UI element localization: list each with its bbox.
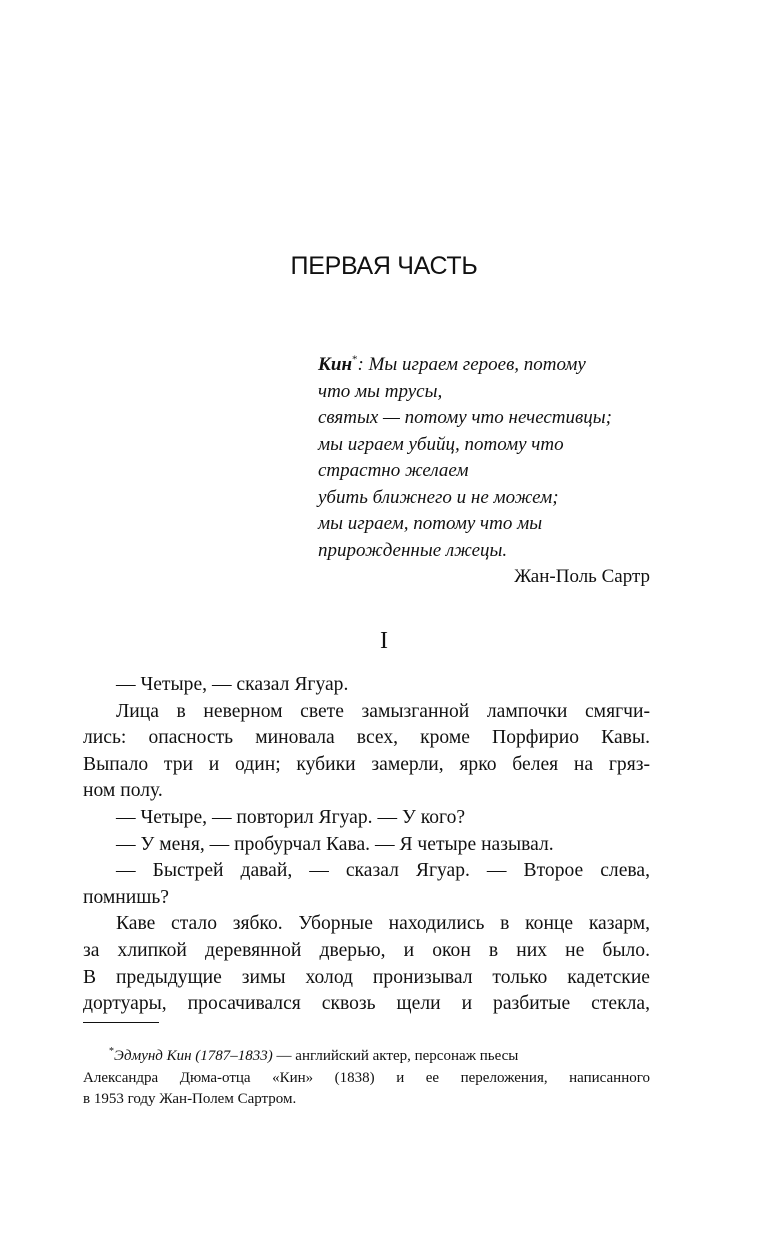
epigraph-line: убить ближнего и не можем; <box>318 486 559 508</box>
text-line: — Четыре, — сказал Ягуар. <box>116 674 349 695</box>
text-line: — Четыре, — повторил Ягуар. — У кого? <box>116 806 466 828</box>
epigraph <box>318 352 650 591</box>
footnote-line: Александра Дюма-отца «Кин» (1838) и ее переложения, написанного <box>83 1069 650 1086</box>
text-line: за хлипкой деревянной дверью, и окон в них не было. <box>83 939 650 961</box>
epigraph-line: святых — потому что нечестивцы; <box>318 407 612 428</box>
body-text <box>83 672 650 1018</box>
text-line: помнишь? <box>83 886 169 908</box>
footnote <box>83 1046 650 1111</box>
epigraph-author: Жан-Поль Сартр <box>514 566 650 587</box>
footnote-divider <box>83 1022 159 1023</box>
text-line: ном полу. <box>83 780 163 802</box>
part-title: ПЕРВАЯ ЧАСТЬ <box>290 252 478 280</box>
text-line: дортуары, просачивался сквозь щели и разбитые стекла, <box>83 993 650 1015</box>
epigraph-line: мы играем убийц, потому что <box>318 433 564 455</box>
epigraph-line: мы играем, потому что мы <box>318 513 543 534</box>
text-line: В предыдущие зимы холод пронизывал только кадетские <box>83 966 650 988</box>
text-line: — У меня, — пробурчал Кава. — Я четыре называл. <box>116 833 554 855</box>
text-line: Выпало три и один; кубики замерли, ярко белея на гряз- <box>83 753 650 775</box>
epigraph-line-text: : Мы играем героев, потому <box>357 354 586 375</box>
footnote-line-text: — английский актер, персонаж пьесы <box>272 1048 519 1064</box>
epigraph-line <box>318 352 650 379</box>
epigraph-line: страстно желаем <box>318 460 469 481</box>
footnote-mark: * <box>109 1046 114 1057</box>
text-line: — Быстрей давай, — сказал Ягуар. — Второе слева, <box>116 860 650 882</box>
footnote-line <box>83 1046 650 1068</box>
epigraph-speaker: Кин <box>318 354 353 375</box>
text-line: Лица в неверном свете замызганной лампочки смягчи- <box>116 700 650 722</box>
text-line: лись: опасность миновала всех, кроме Порфирио Кавы. <box>83 727 650 749</box>
footnote-line: в 1953 году Жан-Полем Сартром. <box>83 1091 297 1107</box>
chapter-number: I <box>380 628 388 654</box>
footnote-subject: Эдмунд Кин (1787–1833) <box>114 1048 273 1064</box>
epigraph-line: что мы трусы, <box>318 380 443 402</box>
epigraph-line: прирожденные лжецы. <box>318 539 508 561</box>
footnote-reference: * <box>352 353 358 366</box>
text-line: Каве стало зябко. Уборные находились в конце казарм, <box>116 913 650 935</box>
